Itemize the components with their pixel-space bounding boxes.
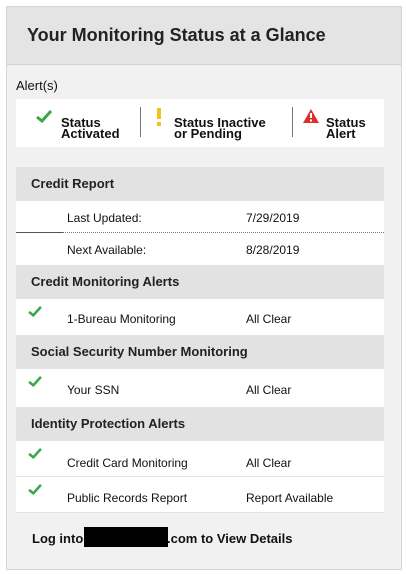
row-label: Your SSN [67, 383, 120, 397]
table-row [16, 201, 384, 233]
row-value: 7/29/2019 [246, 211, 300, 225]
legend-pending-line2: or Pending [174, 126, 242, 141]
legend-pending-line1: Status Inactive [174, 115, 266, 130]
row-value: 8/28/2019 [246, 243, 300, 257]
row-value: All Clear [246, 456, 292, 470]
page-title: Your Monitoring Status at a Glance [27, 25, 326, 45]
row-label: Last Updated: [67, 211, 142, 225]
section-identity-protection: Identity Protection Alerts [16, 407, 384, 441]
status-legend [16, 99, 384, 147]
legend-activated [16, 99, 136, 147]
row-value: All Clear [246, 312, 292, 326]
login-link[interactable] [16, 516, 384, 556]
check-icon [28, 484, 42, 495]
row-value: Report Available [246, 491, 334, 505]
row-label: Credit Card Monitoring [67, 456, 188, 470]
check-icon [28, 306, 42, 317]
warning-triangle-icon [303, 109, 319, 123]
legend-pending [141, 99, 291, 147]
legend-alert [293, 99, 383, 147]
table-row [16, 233, 384, 265]
legend-alert-line1: Status [326, 115, 366, 130]
row-value: All Clear [246, 383, 292, 397]
table-row [16, 477, 384, 513]
section-ssn-monitoring: Social Security Number Monitoring [16, 335, 384, 369]
section-credit-report: Credit Report [16, 167, 384, 201]
section-credit-monitoring: Credit Monitoring Alerts [16, 265, 384, 299]
card-header [7, 7, 401, 65]
legend-activated-line1: Status [61, 115, 101, 130]
check-icon [28, 376, 42, 387]
exclamation-icon [155, 108, 163, 126]
table-row [16, 441, 384, 477]
check-icon [28, 448, 42, 459]
login-suffix: .com to View Details [167, 531, 293, 546]
alerts-label: Alert(s) [16, 78, 58, 93]
table-row [16, 369, 384, 407]
check-icon [36, 110, 52, 123]
row-label: Next Available: [67, 243, 147, 257]
redacted-domain [84, 527, 168, 547]
row-label: 1-Bureau Monitoring [67, 312, 176, 326]
table-row [16, 299, 384, 335]
legend-activated-line2: Activated [61, 126, 120, 141]
legend-alert-line2: Alert [326, 126, 356, 141]
login-prefix: Log into [32, 531, 84, 546]
row-label: Public Records Report [67, 491, 188, 505]
